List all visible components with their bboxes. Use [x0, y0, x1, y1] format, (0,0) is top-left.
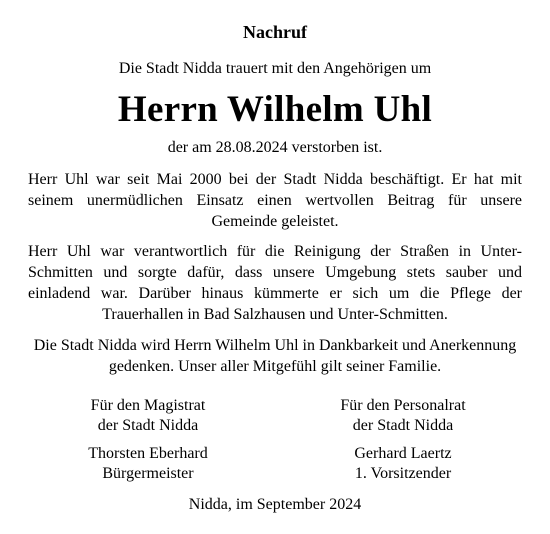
paragraph-employment: Herr Uhl war seit Mai 2000 bei der Stadt Nidda beschäftigt. Er hat mit seinem unermüdlichen Einsatz einen wertvollen Beitrag für unsere Gemeinde geleistet. [28, 171, 522, 230]
signature-spacer [283, 436, 523, 444]
signature-person: Gerhard Laertz [354, 445, 452, 462]
intro-line: Die Stadt Nidda trauert mit den Angehörigen um [118, 60, 432, 77]
signature-person: Thorsten Eberhard [88, 445, 208, 462]
notice-title: Nachruf [243, 22, 307, 42]
signature-org-line: der Stadt Nidda [97, 417, 199, 434]
signature-spacer [28, 436, 268, 444]
deceased-name: Herrn Wilhelm Uhl [117, 89, 433, 130]
signature-personalrat [283, 396, 523, 484]
paragraph-condolence: Die Stadt Nidda wird Herrn Wilhelm Uhl in Dankbarkeit und Anerkennung gedenken. Unser aller Mitgefühl gilt seiner Familie. [33, 337, 517, 375]
place-date-line: Nidda, im September 2024 [188, 496, 362, 513]
signature-org-line: Für den Personalrat [340, 397, 466, 414]
signature-role: 1. Vorsitzender [354, 465, 452, 482]
signature-role: Bürgermeister [102, 465, 194, 482]
signature-magistrat [28, 396, 268, 484]
signature-org-line: der Stadt Nidda [352, 417, 454, 434]
paragraph-duties: Herr Uhl war verantwortlich für die Reinigung der Straßen in Unter-Schmitten und sorgte dafür, dass unsere Umgebung stets sauber und einladend war. Darüber hinaus kümmerte er sich um die Pflege der Trauerhallen in Bad Salzhausen und Unter-Schmitten. [28, 243, 522, 323]
signature-org-line: Für den Magistrat [90, 397, 206, 414]
death-date-line: der am 28.08.2024 verstorben ist. [167, 139, 383, 156]
